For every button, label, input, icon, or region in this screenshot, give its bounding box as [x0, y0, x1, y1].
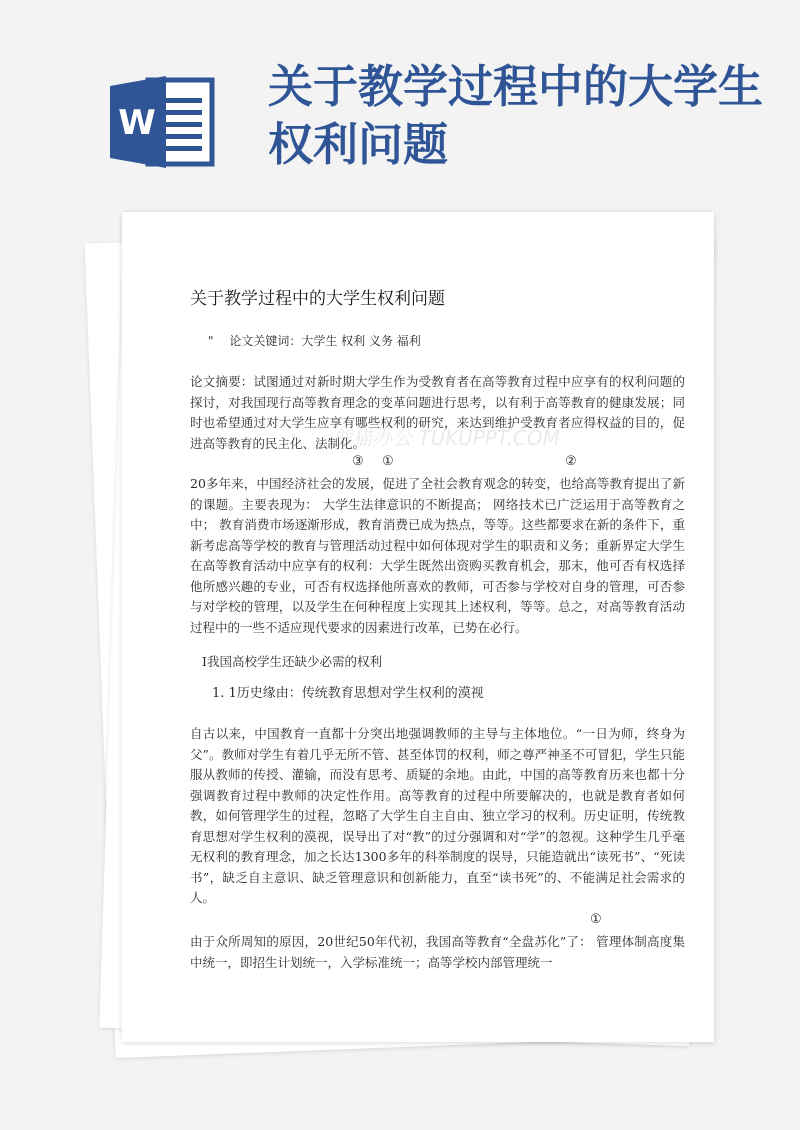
ref-mark-footnote: ①	[590, 912, 602, 927]
section-heading-1: Ⅰ我国高校学生还缺少必需的权利	[202, 654, 382, 669]
keywords-mark: "	[208, 334, 214, 348]
section-heading-1-1: 1. 1历史缘由：传统教育思想对学生权利的漠视	[212, 686, 484, 701]
header-title: 关于教学过程中的大学生权利问题	[268, 60, 764, 171]
reference-marks-row	[190, 454, 685, 474]
cause-paragraph: 由于众所周知的原因，20世纪50年代初，我国高等教育“全盘苏化”了： 管理体制高度集中统一，即招生计划统一，入学标准统一；高等学校内部管理统一	[190, 934, 685, 970]
keywords-text: 论文关键词：大学生 权利 义务 福利	[229, 334, 421, 348]
ref-mark-2: ②	[565, 454, 577, 469]
ref-mark-3: ③	[352, 454, 364, 469]
word-document-icon	[110, 72, 220, 172]
document-page	[122, 212, 714, 1042]
abstract-paragraph: 论文摘要：试图通过对新时期大学生作为受教育者在高等教育过程中应享有的权利问题的探讨，对我国现行高等教育理念的变革问题进行思考，以有利于高等教育的健康发展；同时也希望通过对大学生应享有哪些权利的研究，来达到维护受教育者应得权益的目的，促进高等教育的民主化、法制化。	[190, 374, 685, 451]
intro-paragraph: 20多年来，中国经济社会的发展，促进了全社会教育观念的转变，也给高等教育提出了新的课题。主要表现为： 大学生法律意识的不断提高； 网络技术已广泛运用于高等教育之中； 教育消费市场逐渐形成，教育消费已成为热点，等等。这些都要求在新的条件下，重新考虑高等学校的教育与管理活动过程中如何体现对学生的职责和义务；重新界定大学生在高等教育活动中应享有的权利：大学生既然出资购买教育机会，那末，他可否有权选择他所感兴趣的专业，可否有权选择他所喜欢的教师，可否参与学校对自身的管理，可否参与对学校的管理，以及学生在何种程度上实现其上述权利，等等。总之，对高等教育活动过程中的一些不适应现代要求的因素进行改革，已势在必行。	[190, 476, 685, 635]
document-title: 关于教学过程中的大学生权利问题	[190, 289, 445, 309]
word-logo-letter: W	[118, 103, 156, 143]
watermark-text: 熊猫办公 TUKUPPT.COM	[332, 426, 560, 450]
ref-mark-1: ①	[382, 454, 394, 469]
keywords-line	[208, 332, 421, 349]
history-paragraph: 自古以来，中国教育一直都十分突出地强调教师的主导与主体地位。“一日为师，终身为父”。教师对学生有着几乎无所不管、甚至体罚的权利，师之尊严神圣不可冒犯，学生只能服从教师的传授、灌输，而没有思考、质疑的余地。由此，中国的高等教育历来也都十分强调教育过程中教师的决定性作用。高等教育的过程中所要解决的，也就是教育者如何教，如何管理学生的过程，忽略了大学生自主自由、独立学习的权利。历史证明，传统教育思想对学生权利的漠视，误导出了对“教”的过分强调和对“学”的忽视。这种学生几乎毫无权利的教育理念，加之长达1300多年的科举制度的误导，只能造就出“读死书”、“死读书”，缺乏自主意识、缺乏管理意识和创新能力，直至“读书死”的、不能满足社会需求的人。	[190, 726, 685, 905]
